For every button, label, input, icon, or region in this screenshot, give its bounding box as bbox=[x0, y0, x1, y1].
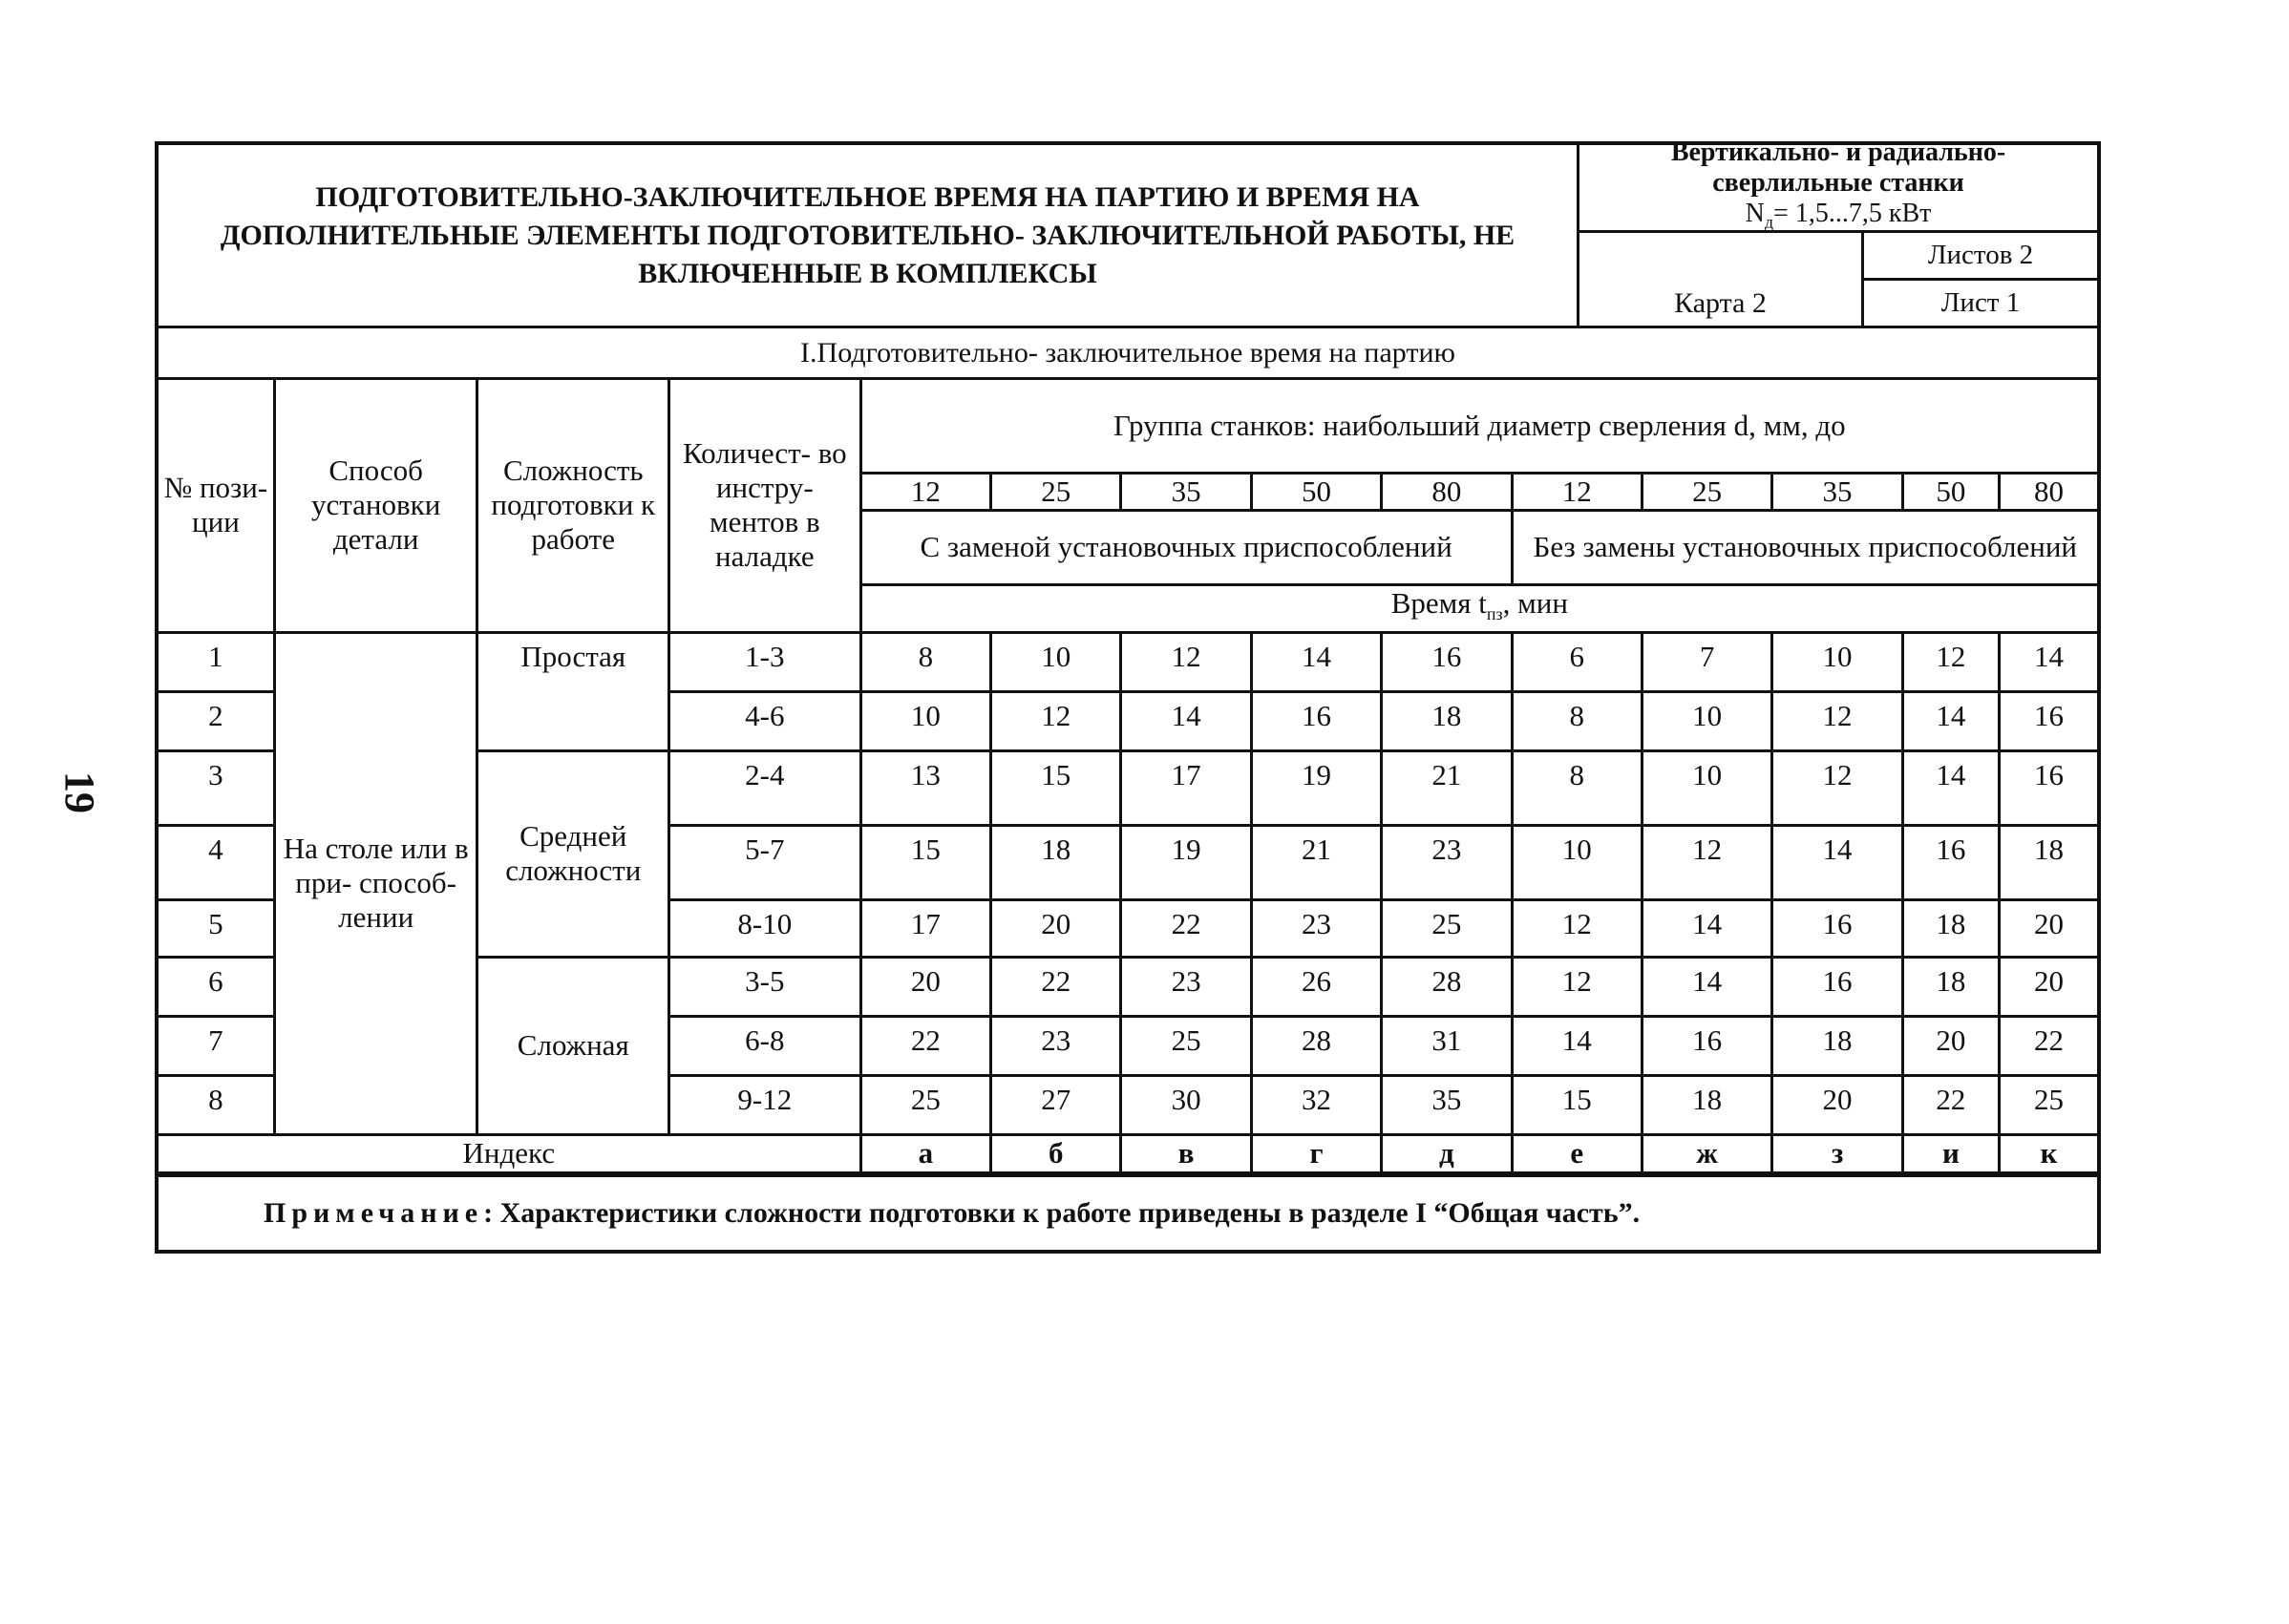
position-cell: 4 bbox=[159, 825, 274, 899]
index-value: ж bbox=[1642, 1134, 1771, 1172]
index-value: в bbox=[1121, 1134, 1251, 1172]
card-header bbox=[159, 137, 2097, 328]
index-value: д bbox=[1382, 1134, 1512, 1172]
time-value-cell: 15 bbox=[860, 825, 990, 899]
time-value-cell: 18 bbox=[1902, 899, 1999, 957]
machine-type-line-2: сверлильные станки bbox=[1712, 168, 1964, 199]
diameter-header: 50 bbox=[1251, 473, 1381, 510]
sheets-info bbox=[1864, 233, 2097, 326]
time-value-cell: 10 bbox=[1642, 750, 1771, 825]
col-header-method: Способ установки детали bbox=[274, 380, 477, 632]
time-value-cell: 18 bbox=[1642, 1075, 1771, 1134]
time-value-cell: 18 bbox=[2000, 825, 2097, 899]
time-value-cell: 27 bbox=[991, 1075, 1121, 1134]
time-value-cell: 14 bbox=[1121, 691, 1251, 750]
col-header-position: № пози- ции bbox=[159, 380, 274, 632]
time-value-cell: 16 bbox=[1902, 825, 1999, 899]
time-value-cell: 25 bbox=[860, 1075, 990, 1134]
time-value-cell: 12 bbox=[1121, 632, 1251, 691]
time-value-cell: 10 bbox=[1772, 632, 1902, 691]
tools-cell: 6-8 bbox=[669, 1016, 861, 1075]
index-value: б bbox=[991, 1134, 1121, 1172]
tools-cell: 9-12 bbox=[669, 1075, 861, 1134]
card-title: ПОДГОТОВИТЕЛЬНО-ЗАКЛЮЧИТЕЛЬНОЕ ВРЕМЯ НА ПАРТИЮ И ВРЕМЯ НА ДОПОЛНИТЕЛЬНЫЕ ЭЛЕМЕНТЫ ПОДГОТОВИТЕЛЬНО- ЗАКЛЮЧИТЕЛЬНОЙ РАБОТЫ, НЕ ВКЛЮЧЕННЫЕ В КОМПЛЕКСЫ bbox=[159, 145, 1579, 326]
time-value-cell: 10 bbox=[1642, 691, 1771, 750]
tools-cell: 5-7 bbox=[669, 825, 861, 899]
card-side-panel bbox=[1579, 137, 2097, 326]
index-value: е bbox=[1512, 1134, 1642, 1172]
index-value: и bbox=[1902, 1134, 1999, 1172]
time-value-cell: 17 bbox=[860, 899, 990, 957]
time-value-cell: 21 bbox=[1251, 825, 1381, 899]
position-cell: 8 bbox=[159, 1075, 274, 1134]
time-value-cell: 16 bbox=[1251, 691, 1381, 750]
tools-cell: 4-6 bbox=[669, 691, 861, 750]
index-value: з bbox=[1772, 1134, 1902, 1172]
col-header-time: Время $t_{пз}$, мин bbox=[860, 584, 2097, 632]
machine-type-line-1: Вертикально- и радиально- bbox=[1670, 137, 2006, 168]
time-value-cell: 16 bbox=[1772, 957, 1902, 1016]
norm-card bbox=[155, 137, 2101, 1254]
time-value-cell: 12 bbox=[991, 691, 1121, 750]
time-value-cell: 32 bbox=[1251, 1075, 1381, 1134]
diameter-header: 35 bbox=[1772, 473, 1902, 510]
note bbox=[159, 1174, 2097, 1250]
machine-type bbox=[1579, 137, 2097, 233]
note-label: Примечание bbox=[264, 1196, 484, 1229]
time-value-cell: 30 bbox=[1121, 1075, 1251, 1134]
time-value-cell: 14 bbox=[1902, 750, 1999, 825]
index-value: а bbox=[860, 1134, 990, 1172]
time-value-cell: 16 bbox=[1642, 1016, 1771, 1075]
time-value-cell: 15 bbox=[991, 750, 1121, 825]
time-value-cell: 20 bbox=[1902, 1016, 1999, 1075]
time-value-cell: 16 bbox=[2000, 691, 2097, 750]
time-value-cell: 12 bbox=[1902, 632, 1999, 691]
time-value-cell: 20 bbox=[2000, 957, 2097, 1016]
position-cell: 1 bbox=[159, 632, 274, 691]
time-value-cell: 20 bbox=[860, 957, 990, 1016]
time-value-cell: 12 bbox=[1512, 957, 1642, 1016]
time-value-cell: 14 bbox=[1512, 1016, 1642, 1075]
diameter-header: 80 bbox=[1382, 473, 1512, 510]
index-row bbox=[159, 1134, 2097, 1172]
time-value-cell: 22 bbox=[991, 957, 1121, 1016]
col-header-machine-group: Группа станков: наибольший диаметр сверления d, мм, до bbox=[860, 380, 2097, 473]
time-value-cell: 12 bbox=[1772, 750, 1902, 825]
time-value-cell: 22 bbox=[860, 1016, 990, 1075]
time-value-cell: 18 bbox=[1382, 691, 1512, 750]
time-value-cell: 8 bbox=[860, 632, 990, 691]
diameter-header: 12 bbox=[1512, 473, 1642, 510]
time-value-cell: 18 bbox=[1772, 1016, 1902, 1075]
norm-table bbox=[159, 380, 2097, 1174]
time-value-cell: 14 bbox=[1642, 899, 1771, 957]
time-value-cell: 28 bbox=[1251, 1016, 1381, 1075]
time-value-cell: 14 bbox=[2000, 632, 2097, 691]
diameter-header: 25 bbox=[1642, 473, 1771, 510]
section-title: I.Подготовительно- заключительное время на партию bbox=[159, 328, 2097, 380]
time-value-cell: 16 bbox=[1772, 899, 1902, 957]
complexity-cell: Средней сложности bbox=[477, 750, 669, 957]
time-value-cell: 14 bbox=[1902, 691, 1999, 750]
time-value-cell: 10 bbox=[1512, 825, 1642, 899]
time-value-cell: 12 bbox=[1512, 899, 1642, 957]
time-value-cell: 16 bbox=[1382, 632, 1512, 691]
time-value-cell: 8 bbox=[1512, 691, 1642, 750]
time-value-cell: 18 bbox=[1902, 957, 1999, 1016]
time-value-cell: 28 bbox=[1382, 957, 1512, 1016]
diameter-header: 12 bbox=[860, 473, 990, 510]
table-row bbox=[159, 632, 2097, 691]
diameter-header: 50 bbox=[1902, 473, 1999, 510]
time-value-cell: 10 bbox=[991, 632, 1121, 691]
time-value-cell: 22 bbox=[2000, 1016, 2097, 1075]
note-text: : Характеристики сложности подготовки к работе приведены в разделе I “Общая часть”. bbox=[483, 1196, 1641, 1229]
time-value-cell: 7 bbox=[1642, 632, 1771, 691]
time-value-cell: 6 bbox=[1512, 632, 1642, 691]
index-value: г bbox=[1251, 1134, 1381, 1172]
index-label: Индекс bbox=[159, 1134, 860, 1172]
tools-cell: 1-3 bbox=[669, 632, 861, 691]
time-value-cell: 25 bbox=[1382, 899, 1512, 957]
time-value-cell: 19 bbox=[1121, 825, 1251, 899]
time-value-cell: 25 bbox=[1121, 1016, 1251, 1075]
time-value-cell: 8 bbox=[1512, 750, 1642, 825]
position-cell: 3 bbox=[159, 750, 274, 825]
col-header-complexity: Сложность подготовки к работе bbox=[477, 380, 669, 632]
page-number: 19 bbox=[56, 771, 103, 813]
time-value-cell: 20 bbox=[1772, 1075, 1902, 1134]
time-value-cell: 14 bbox=[1772, 825, 1902, 899]
time-value-cell: 23 bbox=[1121, 957, 1251, 1016]
position-cell: 7 bbox=[159, 1016, 274, 1075]
diameter-header: 25 bbox=[991, 473, 1121, 510]
time-value-cell: 10 bbox=[860, 691, 990, 750]
method-cell: На столе или в при- способ- лении bbox=[274, 632, 477, 1134]
time-value-cell: 22 bbox=[1902, 1075, 1999, 1134]
time-value-cell: 25 bbox=[2000, 1075, 2097, 1134]
time-value-cell: 20 bbox=[2000, 899, 2097, 957]
time-value-cell: 17 bbox=[1121, 750, 1251, 825]
tools-cell: 2-4 bbox=[669, 750, 861, 825]
col-header-without-change: Без замены установочных приспособлений bbox=[1512, 510, 2097, 584]
sheets-total: Листов 2 bbox=[1864, 233, 2097, 281]
time-value-cell: 14 bbox=[1642, 957, 1771, 1016]
tools-cell: 8-10 bbox=[669, 899, 861, 957]
time-value-cell: 18 bbox=[991, 825, 1121, 899]
col-header-with-change: С заменой установочных приспособлений bbox=[860, 510, 1512, 584]
index-value: к bbox=[2000, 1134, 2097, 1172]
time-value-cell: 12 bbox=[1642, 825, 1771, 899]
sheet-number: Лист 1 bbox=[1940, 287, 2021, 318]
position-cell: 6 bbox=[159, 957, 274, 1016]
card-number: Карта 2 bbox=[1579, 233, 1864, 326]
time-value-cell: 23 bbox=[1382, 825, 1512, 899]
position-cell: 2 bbox=[159, 691, 274, 750]
time-value-cell: 21 bbox=[1382, 750, 1512, 825]
time-value-cell: 23 bbox=[991, 1016, 1121, 1075]
complexity-cell: Простая bbox=[477, 632, 669, 750]
time-value-cell: 35 bbox=[1382, 1075, 1512, 1134]
diameter-header: 35 bbox=[1121, 473, 1251, 510]
time-value-cell: 22 bbox=[1121, 899, 1251, 957]
time-value-cell: 13 bbox=[860, 750, 990, 825]
time-value-cell: 15 bbox=[1512, 1075, 1642, 1134]
position-cell: 5 bbox=[159, 899, 274, 957]
time-value-cell: 26 bbox=[1251, 957, 1381, 1016]
time-value-cell: 12 bbox=[1772, 691, 1902, 750]
diameter-header: 80 bbox=[2000, 473, 2097, 510]
time-value-cell: 14 bbox=[1251, 632, 1381, 691]
time-value-cell: 16 bbox=[2000, 750, 2097, 825]
time-value-cell: 19 bbox=[1251, 750, 1381, 825]
time-value-cell: 31 bbox=[1382, 1016, 1512, 1075]
time-value-cell: 23 bbox=[1251, 899, 1381, 957]
complexity-cell: Сложная bbox=[477, 957, 669, 1134]
power-range: $N_д= 1,5...7,5$ кВт bbox=[1745, 199, 1932, 232]
col-header-tools: Количест- во инстру- ментов в наладке bbox=[669, 380, 861, 632]
time-value-cell: 20 bbox=[991, 899, 1121, 957]
tools-cell: 3-5 bbox=[669, 957, 861, 1016]
